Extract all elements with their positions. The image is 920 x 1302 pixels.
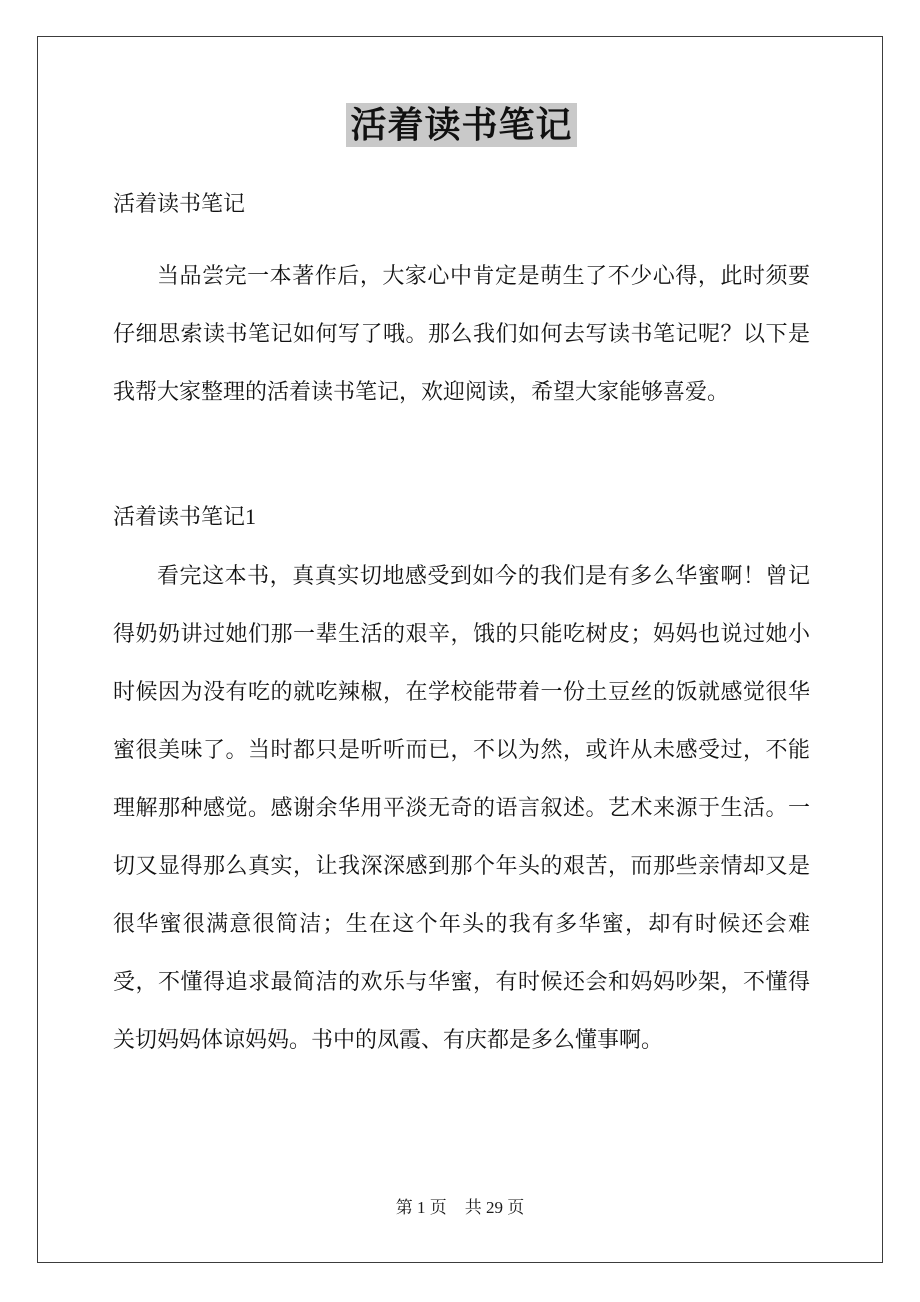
footer-total-pages: 共 29 页 bbox=[464, 1198, 525, 1217]
document-content bbox=[38, 37, 882, 1069]
page-title bbox=[113, 99, 810, 151]
footer-current-page: 第 1 页 bbox=[395, 1198, 447, 1217]
document-page-frame bbox=[37, 36, 883, 1263]
document-subtitle: 活着读书笔记 bbox=[113, 191, 246, 216]
page-title-highlight: 活着读书笔记 bbox=[346, 103, 576, 147]
section-paragraph: 看完这本书，真真实切地感受到如今的我们是有多么华蜜啊！曾记得奶奶讲过她们那一辈生活的艰辛，饿的只能吃树皮；妈妈也说过她小时候因为没有吃的就吃辣椒，在学校能带着一份土豆丝的饭就感觉很华蜜很美味了。当时都只是听听而已，不以为然，或许从未感受过，不能理解那种感觉。感谢余华用平淡无奇的语言叙述。艺术来源于生活。一切又显得那么真实，让我深深感到那个年头的艰苦，而那些亲情却又是很华蜜很满意很简洁；生在这个年头的我有多华蜜，却有时候还会难受，不懂得追求最简洁的欢乐与华蜜，有时候还会和妈妈吵架，不懂得关切妈妈体谅妈妈。书中的凤霞、有庆都是多么懂事啊。 bbox=[113, 563, 810, 1052]
page-footer bbox=[38, 1198, 882, 1218]
intro-paragraph: 当品尝完一本著作后，大家心中肯定是萌生了不少心得，此时须要仔细思索读书笔记如何写了哦。那么我们如何去写读书笔记呢？以下是我帮大家整理的活着读书笔记，欢迎阅读，希望大家能够喜爱。 bbox=[113, 263, 810, 404]
section-heading: 活着读书笔记1 bbox=[113, 504, 257, 529]
